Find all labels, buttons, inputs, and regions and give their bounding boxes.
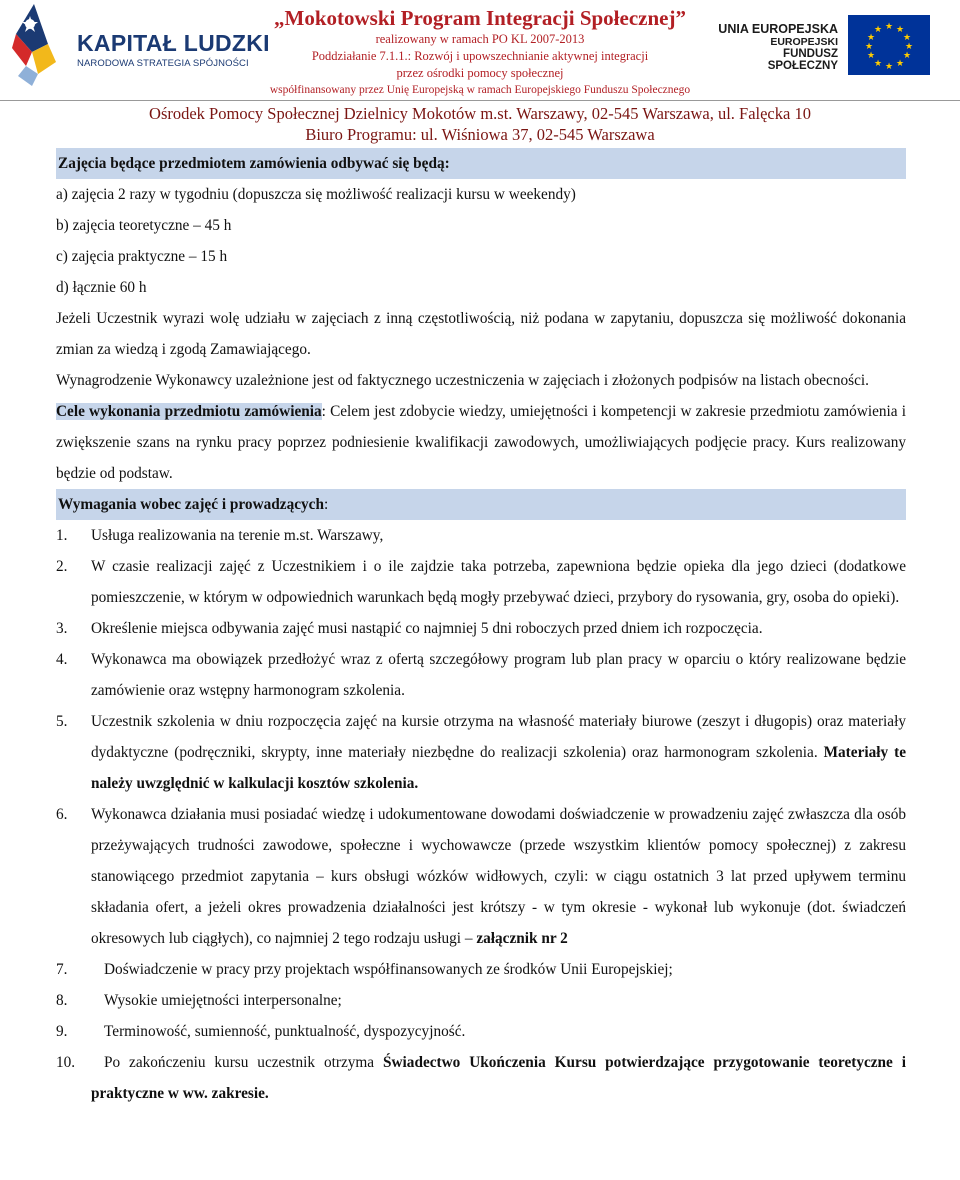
- attachment-reference: załącznik nr 2: [476, 930, 568, 947]
- svg-text:★: ★: [895, 59, 905, 69]
- list-item: [56, 1047, 906, 1109]
- schedule-item-b: b) zajęcia teoretyczne – 45 h: [56, 217, 232, 234]
- svg-text:★: ★: [884, 62, 894, 72]
- list-item-text: Po zakończeniu kursu uczestnik otrzyma: [104, 1054, 383, 1071]
- svg-text:★: ★: [866, 33, 876, 43]
- list-item: [56, 551, 906, 613]
- list-item: [56, 1016, 906, 1047]
- list-item-text: Usługa realizowania na terenie m.st. Warszawy,: [91, 527, 384, 544]
- list-item-number: 4.: [56, 651, 68, 668]
- header-divider: [0, 100, 960, 101]
- list-item: [56, 644, 906, 706]
- requirements-heading-text: Wymagania wobec zajęć i prowadzących: [58, 496, 324, 513]
- program-line-4: współfinansowany przez Unię Europejską w ramach Europejskiego Funduszu Społecznego: [269, 84, 691, 96]
- svg-text:★: ★: [895, 25, 905, 35]
- section-heading-schedule: Zajęcia będące przedmiotem zamówienia odbywać się będą:: [56, 148, 906, 179]
- list-item-text: Uczestnik szkolenia w dniu rozpoczęcia zajęć na kursie otrzyma na własność materiały biurowe (zeszyt i długopis) oraz materiały dydaktyczne (podręczniki, skrypty, inne materiały niezbędne do realizacji szkolenia) oraz harmonogram szkolenia.: [91, 713, 906, 761]
- kapital-ludzki-logo-icon: [12, 4, 74, 91]
- certificate-text: Świadectwo Ukończenia Kursu potwierdzające przygotowanie teoretyczne i praktyczne w ww. zakresie.: [91, 1054, 907, 1102]
- goals-label: Cele wykonania przedmiotu zamówienia: [56, 403, 322, 420]
- requirements-heading-colon: :: [323, 496, 329, 513]
- program-line-1: realizowany w ramach PO KL 2007-2013: [375, 32, 585, 46]
- list-item-number: 3.: [56, 620, 68, 637]
- program-header: [245, 6, 715, 98]
- list-item-number: 1.: [56, 527, 68, 544]
- list-item-text: Wysokie umiejętności interpersonalne;: [104, 992, 342, 1009]
- program-title: „Mokotowski Program Integracji Społecznej”: [274, 6, 686, 30]
- list-item-text: Określenie miejsca odbywania zajęć musi nastąpić co najmniej 5 dni roboczych przed dniem ich rozpoczęcia.: [91, 620, 763, 637]
- list-item-number: 6.: [56, 806, 68, 823]
- svg-text:★: ★: [866, 51, 876, 61]
- list-item-number: 9.: [56, 1023, 68, 1040]
- kapital-ludzki-subtitle: NARODOWA STRATEGIA SPÓJNOŚCI: [77, 58, 249, 69]
- goals-text: Celem jest zdobycie wiedzy, umiejętności i kompetencji w zakresie przedmiotu zamówienia i zwiększenie szans na rynku pracy poprzez podniesienie kwalifikacji zawodowych, umożliwiających podjęcie pracy. Kurs realizowany będzie od podstaw.: [56, 403, 906, 482]
- list-item-number: 5.: [56, 713, 68, 730]
- goals-paragraph: [56, 396, 906, 489]
- list-item-number: 10.: [56, 1054, 76, 1071]
- list-item-text: W czasie realizacji zajęć z Uczestnikiem i o ile zajdzie taka potrzeba, zapewniona będzie opieka dla jego dzieci (dodatkowe pomieszczenie, w którym w odpowiednich warunkach będą mogły przebywać dzieci, przybory do rysowania, gry, osoba do opieki).: [91, 558, 906, 606]
- eu-flag-icon: [848, 15, 930, 80]
- list-item-bold-text: Materiały te należy uwzględnić w kalkulacji kosztów szkolenia.: [91, 744, 906, 792]
- svg-text:★: ★: [902, 33, 912, 43]
- list-item-number: 2.: [56, 558, 68, 575]
- document-body: [56, 148, 906, 1109]
- eu-label-line-3: FUNDUSZ SPOŁECZNY: [767, 48, 838, 72]
- svg-text:★: ★: [873, 25, 883, 35]
- kapital-ludzki-title: KAPITAŁ LUDZKI: [77, 30, 270, 56]
- list-item-text: Wykonawca działania musi posiadać wiedzę i udokumentowane dowodami doświadczenie w prowadzeniu zajęć zwłaszcza dla osób przeżywających trudności zawodowe, społeczne i wychowawcze (przede wszystkim klientów pomocy społecznej) z zakresu stanowiącego przedmiot zapytania – kurs obsługi wózków widłowych, czyli: w ciągu ostatnich 3 lat przed upływem terminu składania ofert, a jeżeli okres prowadzenia działalności jest krótszy - w tym okresie - wykonał lub wykonuje (dot. świadczeń okresowych lub ciągłych), co najmniej 2 tego rodzaju usługi –: [91, 806, 906, 947]
- payment-paragraph: Wynagrodzenie Wykonawcy uzależnione jest od faktycznego uczestniczenia w zajęciach i złożonych podpisów na listach obecności.: [56, 372, 869, 389]
- list-item-text: Wykonawca ma obowiązek przedłożyć wraz z ofertą szczegółowy program lub plan pracy w oparciu o który realizowane będzie zamówienie oraz wstępny harmonogram szkolenia.: [91, 651, 906, 699]
- kapital-ludzki-wordmark: [77, 30, 270, 69]
- eu-label-line-1: UNIA EUROPEJSKA: [718, 22, 838, 36]
- list-item: [56, 520, 906, 551]
- office-address: Ośrodek Pomocy Społecznej Dzielnicy Mokotów m.st. Warszawy, 02-545 Warszawa, ul. Falęcka 10: [149, 104, 811, 123]
- list-item: [56, 706, 906, 799]
- frequency-paragraph: Jeżeli Uczestnik wyrazi wolę udziału w zajęciach z inną częstotliwością, niż podana w zapytaniu, dopuszcza się możliwość dokonania zmian za wiedzą i zgodą Zamawiającego.: [56, 310, 906, 358]
- svg-text:★: ★: [902, 51, 912, 61]
- document-header: [0, 0, 960, 100]
- svg-text:★: ★: [904, 42, 914, 52]
- svg-text:★: ★: [864, 42, 874, 52]
- goals-colon: :: [321, 403, 326, 420]
- eu-label-line-2: EUROPEJSKI: [770, 36, 838, 48]
- list-item-number: 7.: [56, 961, 68, 978]
- svg-text:★: ★: [884, 22, 894, 32]
- list-item: [56, 954, 906, 985]
- list-item-text: Terminowość, sumienność, punktualność, dyspozycyjność.: [104, 1023, 466, 1040]
- schedule-item-a: a) zajęcia 2 razy w tygodniu (dopuszcza się możliwość realizacji kursu w weekendy): [56, 186, 576, 203]
- schedule-item-c: c) zajęcia praktyczne – 15 h: [56, 248, 228, 265]
- section-heading-requirements: [56, 489, 906, 520]
- schedule-item-d: d) łącznie 60 h: [56, 279, 147, 296]
- svg-text:★: ★: [873, 59, 883, 69]
- requirements-list: [56, 520, 906, 1109]
- program-line-2: Poddziałanie 7.1.1.: Rozwój i upowszechnianie aktywnej integracji: [311, 49, 649, 63]
- list-item-text: Doświadczenie w pracy przy projektach współfinansowanych ze środków Unii Europejskiej;: [104, 961, 673, 978]
- list-item: [56, 799, 906, 954]
- eu-fund-label: [718, 22, 838, 72]
- list-item-number: 8.: [56, 992, 68, 1009]
- list-item: [56, 985, 906, 1016]
- list-item: [56, 613, 906, 644]
- program-office-address: Biuro Programu: ul. Wiśniowa 37, 02-545 Warszawa: [305, 125, 655, 144]
- program-line-3: przez ośrodki pomocy społecznej: [396, 66, 564, 80]
